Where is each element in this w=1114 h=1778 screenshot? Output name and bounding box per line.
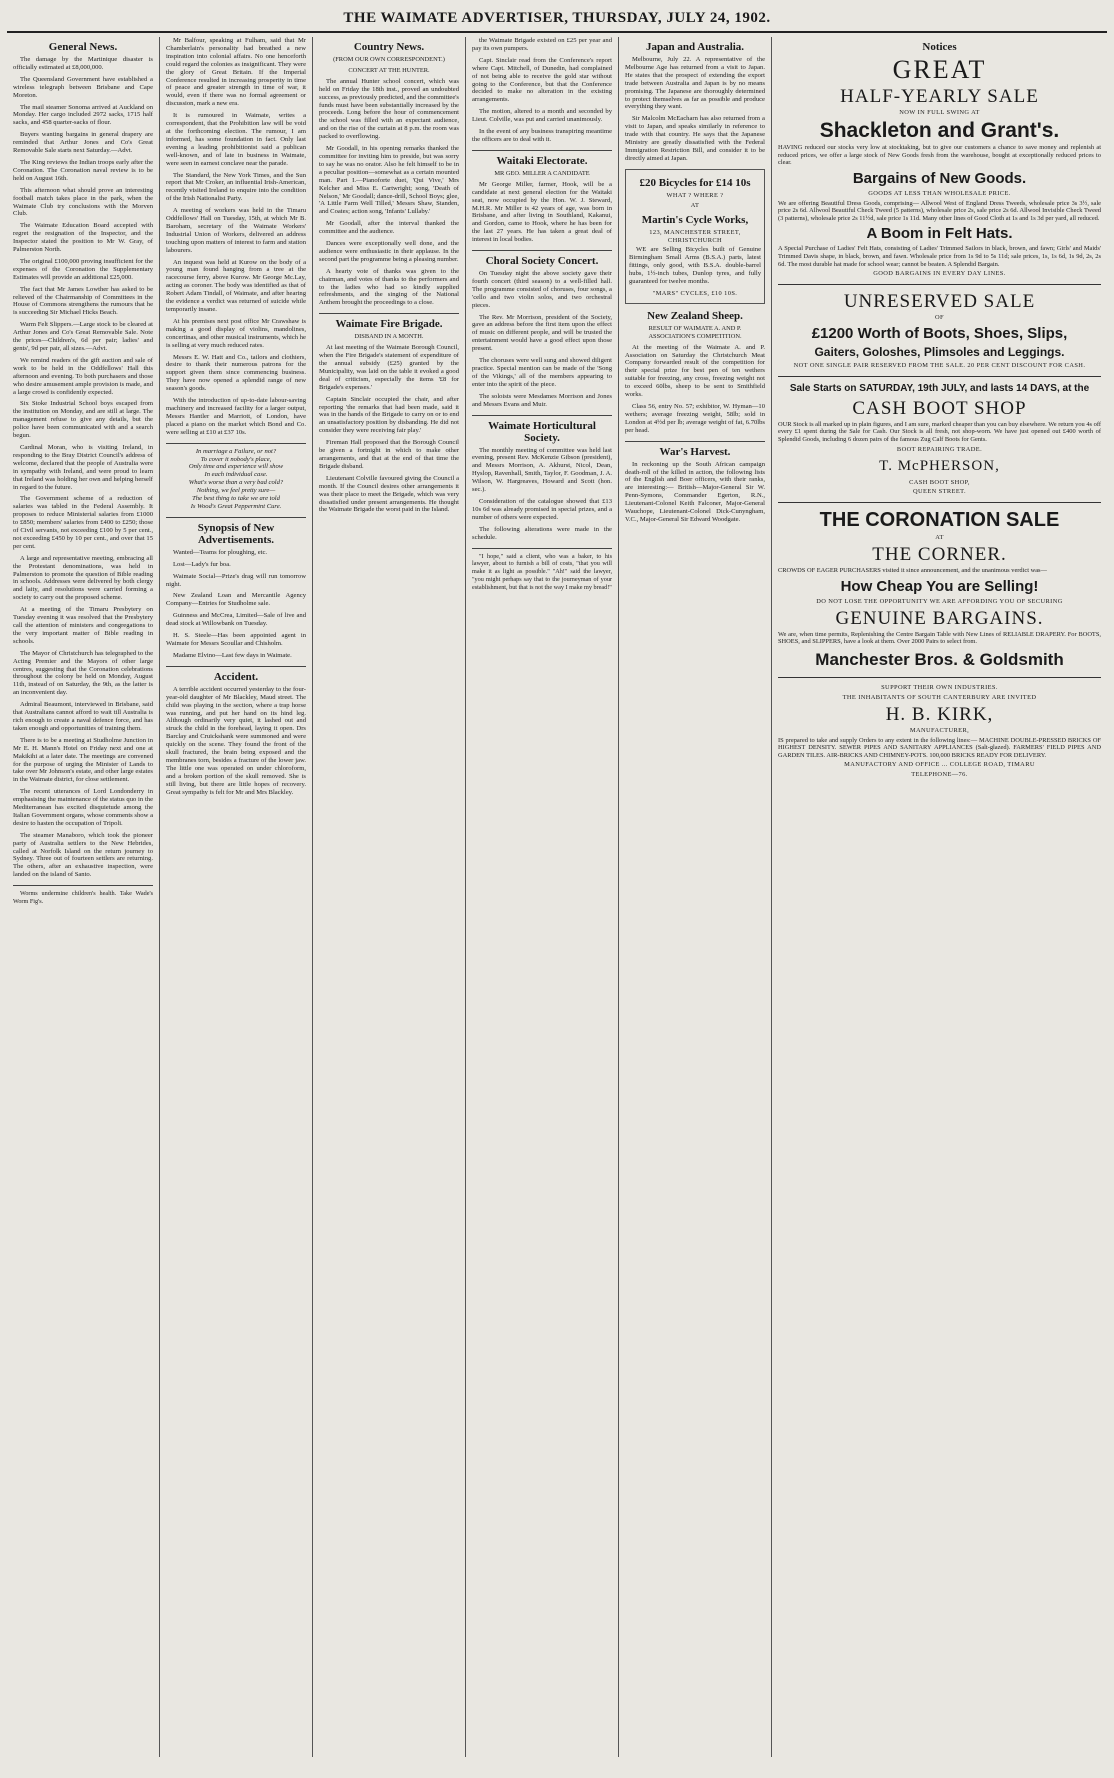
bicycle-advert [625,169,765,304]
news-paragraph: Buyers wanting bargains in general drapery are reminded that Arthur Jones and Co's Great Removable Sale starts next Saturday.—Advt. [13,131,153,155]
nz-sheep-heading: New Zealand Sheep. [647,309,743,322]
horticultural-body [472,447,612,542]
news-paragraph: Class 56, entry No. 57; exhibitor, W. Hyman—10 wethers; average freezing weight, 58lb; sold in London at 4½d per lb; average weight of fat, 6.70lbs per head. [625,403,765,434]
cash-boot-shop-label: CASH BOOT SHOP, [909,478,970,486]
now-in-swing: NOW IN FULL SWING AT [899,109,980,116]
accident-heading: Accident. [213,670,259,683]
news-paragraph: The King reviews the Indian troops early after the Coronation. The Coronation naval review is to be held on August 16th. [13,158,153,182]
accident-body: A terrible accident occurred yesterday to the four-year-old daughter of Mr Blackley, Maud street. The child was playing in the section, where a trap horse was running, and put her hand on its hind leg. Although ordinarily very quiet, it lashed out and struck the child in the forehead, laying it open. Drs Barclay and Cruickshank were summoned and were quickly on the scene. They found the front of the skull fractured, the brain being exposed and the membranes torn, besides a fracture of the lower jaw. The little one was operated on under chloroform, and a broken portion of the skull removed. She is still living, but there are little hopes of recovery. Great sympathy is felt for Mr and Mrs Blackley. [166,685,306,796]
cash-boot-body: OUR Stock is all marked up in plain figures, and I am sure, marked cheaper than you can buy elsewhere. We return you 4s off every £1 spent during the Sale for Cash. Our Stock is all fresh, not shop-worn. We have just opened out £400 worth of Splendid Goods, including 6 dozen pairs of the famous Zug Calf Boots for Gents. [778,420,1101,444]
kirk-name: H. B. KIRK, [885,703,994,725]
manufacturer-label: MANUFACTURER, [909,726,970,734]
synopsis-heading: Synopsis of New Advertisements. [197,521,275,546]
country-news-subhead: (FROM OUR OWN CORRESPONDENT.) [333,56,445,63]
queen-street: QUEEN STREET. [912,488,966,496]
choral-heading: Choral Society Concert. [485,255,599,268]
news-paragraph: Admiral Beaumont, interviewed in Brisbane, said that Australians cannot afford to wait till Australia is rich enough to create a naval defence force, and has taken enough and opportunities of training them. [13,701,153,732]
how-cheap: How Cheap You are Selling! [840,577,1039,595]
gaiters-heading: Gaiters, Goloshes, Plimsoles and Leggings. [814,344,1065,359]
war-heading: War's Harvest. [659,445,731,458]
synopsis-item: Lost—Lady's fur boa. [173,560,231,568]
news-paragraph: A meeting of workers was held in the Timaru Oddfellows' Hall on Tuesday, 15th, at which Mr B. Baroham, secretary of the Waimate Workers' Industrial Union of Workers, delivered an address touching upon matters of interest to farm and station labourers. [166,207,306,254]
news-paragraph: Capt. Sinclair read from the Conference's report where Capt. Mitchell, of Dunedin, had complained of not being able to receive the gold star without going to the Conference, but that the Conference decided to make no alteration in the existing arrangements. [472,56,612,104]
inhabitants-invited: THE INHABITANTS OF SOUTH CANTERBURY ARE INVITED [842,693,1037,701]
divider [166,517,306,518]
shackleton-grant: Shackleton and Grant's. [819,118,1060,142]
divider [778,677,1101,678]
genuine-body: We are, when time permits, Replenishing the Centre Bargain Table with New Lines of RELIABLE DRAPERY. For BOOTS, SHOES, and SLIPPERS, have a look at them. Over 2000 Pairs to select from. [778,630,1101,646]
news-paragraph: the Waimate Brigade existed on £25 per year and pay its own pumpers. [472,37,612,52]
general-news-heading: General News. [48,41,118,53]
news-paragraph: An inquest was held at Kurow on the body of a young man found hanging from a tree at the racecourse ferry, above Kurow. Mr George Mc.Lay, acting as coroner. The body was identified as that of Robert Adam Tindall, of Waimate, and after hearing the evidence a verdict was returned of suicide while temporarily insane. [166,258,306,313]
mars-cycles: "MARS" CYCLES, £10 10S. [652,289,738,297]
concert-subhead: CONCERT AT THE HUNTER. [348,66,430,74]
newspaper-page [7,6,1107,1766]
bicycle-body: WE are Selling Bicycles built of Genuine Birmingham Small Arms (B.S.A.) parts, latest fittings, only good, with B.S.A. double-barrel hubs, 1½-inch tubes, Dunlop tyres, and fully guaranteed for twelve months. [629,246,761,286]
synopsis-list [166,549,306,660]
general-news-body [13,56,153,879]
genuine-bargains: GENUINE BARGAINS. [835,607,1044,629]
telephone: TELEPHONE—76. [911,771,968,779]
news-paragraph: The damage by the Martinique disaster is officially estimated at £8,000,000. [13,56,153,71]
masthead: THE WAIMATE ADVERTISER, THURSDAY, JULY 24, 1902. [7,6,1107,33]
bicycle-address: 123, MANCHESTER STREET, CHRISTCHURCH [649,228,741,244]
felt-hats-body: A Special Purchase of Ladies' Felt Hats, consisting of Ladies' Trimmed Sailors in black, brown, and fawn; Girls' and Maids' Trimmed Davis shape, in black, brown, and fawn. Wholesale price from 1s 9d to 5s 11d; sale prices, 1s, 1s 6d, 1s 9d, 2s, 2s 6d. The most durable hat made for school wear; cannot be beaten. A Splendid Bargain. [778,245,1101,268]
notices-heading: Notices [922,41,957,53]
war-body: In reckoning up the South African campaign death-roll of the killed in action, the following lists of the English and Boer officers, with their ranks, are interesting:— British—Major-General Sir W. Penn-Symons, Commander Egerton, R.N., Lieutenant-Colonel Keith Falconer, Major-General Wauchope, Lieutenant-Colonel Dick-Cunyngham, V.C., Major-General Sir Edward Woodgate. [625,460,765,523]
news-paragraph: The monthly meeting of committee was held last evening, present Rev. McKenzie Gibson (president), and Messrs Morrison, A. Akhurst, Nicol, Dean, Hyslop, Ravenhall, Smith, Taylor, F. Goodman, J. A. Wilson, W. Hargreaves, Howard and Scott (hon. sec.). [472,446,612,494]
divider [319,313,459,314]
choral-body [472,270,612,409]
news-paragraph: The annual Hunter school concert, which was held on Friday the 18th inst., proved an undoubted success, as previously predicted, and the committee's funds must have been substantially increased by the proceeds. Long before the hour of commencement the school was filled with an expectant audience, and on the rise of the curtain at 8 p.m. the room was packed to overflowing. [319,77,459,141]
sale-starts: Sale Starts on SATURDAY, 19th JULY, and lasts 14 DAYS, at the [789,382,1090,394]
column-two-body [166,37,306,437]
news-paragraph: The steamer Manaboro, which took the pioneer party of Australia settlers to the New Hebrides, called at Norfolk Island on the return journey to Sydney. Three out of fourteen settlers are returning. The others, after an exhaustive inspection, were landed on the island of Santo. [13,831,153,879]
divider [472,415,612,416]
column-two [160,37,313,1757]
news-paragraph: Messrs E. W. Hatt and Co., tailors and clothiers, desire to thank their numerous patrons for the support given them since commencing business. They have now opened a splendid range of new season's goods. [166,353,306,393]
news-paragraph: The Mayor of Christchurch has telegraphed to the Acting Premier and the Mayors of other large centres, suggesting that the Coronation celebrations throughout the colony be held on Monday, August 11th, instead of on Saturday, the 9th, as the latter is an inconvenient day. [13,649,153,697]
support-industries: SUPPORT THEIR OWN INDUSTRIES. [881,683,998,691]
news-paragraph: On Tuesday night the above society gave their fourth concert (third season) to a well-filled hall. The programme consisted of choruses, four songs, a 'cello and two violin solos, and two orchestral pieces. [472,270,612,309]
news-paragraph: The Rev. Mr Morrison, president of the Society, gave an address before the first item upon the effect of music on different people, and will be trusted the entertainment would have a good effect upon those present. [472,313,612,353]
news-paragraph: The original £100,000 proving insufficient for the expenses of the Coronation the Supplementary Estimates will provide an additional £25,000. [13,257,153,281]
divider [13,885,153,886]
news-paragraph: We remind readers of the gift auction and sale of work to be held in the Oddfellows' Hall this afternoon and evening. To both purchasers and those who desire amusement ample provision is made, and a large crowd is confidently expected. [13,356,153,396]
not-one-pair: NOT ONE SINGLE PAIR RESERVED FROM THE SALE. 20 PER CENT DISCOUNT FOR CASH. [793,361,1086,369]
divider [166,666,306,667]
news-paragraph: The Queensland Government have established a wireless telegraph between Brisbane and Cape Moreton. [13,75,153,99]
poem-line: Nothing, we feel pretty sure— [196,487,276,495]
fire-brigade-heading: Waimate Fire Brigade. [335,318,443,331]
felt-hats-heading: A Boom in Felt Hats. [866,225,1013,243]
advertisements-column [772,37,1107,1757]
news-paragraph: There is to be a meeting at Studholme Junction in Mr E. H. Mann's Hotel on Friday next and one at Makikihi at a later date. The meetings are convened for the purpose of urging the Minister of Lands to take over Mr Johnson's estate, and other large estates in the Waimate district, for close settlement. [13,736,153,784]
news-paragraph: The Government scheme of a reduction of salaries was tabled in the Federal Assembly. It proposes to reduce Ministerial salaries from £1000 to £850; members' salaries from £400 to £250; those of Civil servants, not exceeding £100 by 5 per cent., not exceeding £450 by 10 per cent., and over that 15 per cent. [13,495,153,550]
do-not-lose: DO NOT LOSE THE OPPORTUNITY WE ARE AFFORDING YOU OF SECURING [816,597,1063,605]
half-yearly-sale: HALF-YEARLY SALE [840,86,1039,107]
country-news-heading: Country News. [353,41,425,53]
cash-boot-shop: CASH BOOT SHOP [852,397,1027,419]
synopsis-item: New Zealand Loan and Mercantile Agency Company—Entries for Studholme sale. [166,592,306,608]
bargains-subhead: GOODS AT LESS THAN WHOLESALE PRICE. [868,189,1011,197]
waitaki-subhead: MR GEO. MILLER A CANDIDATE [494,169,590,177]
poem-line: What's worse than a very bad cold? [188,479,284,487]
at-label: AT [935,534,944,542]
bicycle-shop-name: Martin's Cycle Works, [641,213,749,226]
nz-sheep-subhead: RESULT OF WAIMATE A. AND P. ASSOCIATION'S COMPETITION. [648,324,742,340]
divider [625,441,765,442]
news-paragraph: At last meeting of the Waimate Borough Council, when the Fire Brigade's statement of expenditure of the annual subsidy (£25) granted by the Municipality, was laid on the table it evoked a good deal of criticism, especially the items '£8 for Brigade's expenses.' [319,344,459,391]
news-paragraph: Six Stoke Industrial School boys escaped from the institution on Monday, and are still at large. The management refuse to give any details, but the police have been communicated with and a search begun. [13,400,153,440]
news-paragraph: Cardinal Moran, who is visiting Ireland, in responding to the Bray District Council's address of welcome, declared that the people of Australia were in sympathy with Ireland, and were proud to learn that Ireland was holding her own and helping herself in regard to the future. [13,443,153,491]
boots-heading: £1200 Worth of Boots, Shoes, Slips, [811,324,1068,342]
good-bargains: GOOD BARGAINS IN EVERY DAY LINES. [873,270,1006,278]
synopsis-item: Madame Elvino—Last few days in Waimate. [173,651,292,659]
japan-heading: Japan and Australia. [645,41,745,53]
news-paragraph: Warm Felt Slippers.—Large stock to be cleared at Arthur Jones and Co's Great Removable Sale. Note the prices—Children's, 6d per pair; ladies' and gents', 9d per pair, all sizes.—Advt. [13,321,153,352]
the-corner: THE CORNER. [872,544,1007,566]
news-paragraph: Mr Goodall, in his opening remarks thanked the committee for inviting him to preside, but was sorry to say he was no orator. Also he felt himself to be in a peculiar position—somewhat as a certain mounted man. Part I.—Pianoforte duet, 'Qui Vive,' Mrs Kelcher and Miss E. Cartwright; song, 'Death of Nelson,' Mr Goodall; dance-drill, School Boys; glee, 'A Little Farm Well Tilled,' Messrs Shaw, Standen, and Coates; action song, 'Infants' Lullaby.' [319,145,459,216]
boot-repairing: BOOT REPAIRING TRADE. [896,445,983,453]
synopsis-item: Waimate Social—Prize's drag will run tomorrow night. [166,572,306,588]
kirk-body: IS prepared to take and supply Orders to any extent in the following lines:— MACHINE DOUBLE-PRESSED BRICKS OF HIGHEST DENSITY. SEWER PIPES AND SANITARY APPLIANCES (Salt-glazed). FARMERS' FIELD PIPES AND GARDEN TILES. AIR-BRICKS AND CHIMNEY-POTS. 100,000 BRICKS READY FOR DELIVERY. [778,736,1101,759]
manchester-goldsmith: Manchester Bros. & Goldsmith [815,649,1064,669]
fire-brigade-continued [472,37,612,144]
divider [472,548,612,549]
waitaki-heading: Waitaki Electorate. [496,154,588,167]
news-paragraph: Captain Sinclair occupied the chair, and after reporting 'the remarks that had been made, said it was in the hands of the Brigade to carry on or to end an unsatisfactory position by disbanding. He did not consider they were receiving fair play.' [319,395,459,435]
column-country-news [313,37,466,1757]
news-paragraph: It is rumoured in Waimate, writes a correspondent, that the Prohibition law will be void at the forthcoming election. The rumour, I am informed, has some foundation in fact. Only last evening a leading prohibitionist said a publican well-known, and of late in business in Waimate, were seen in earnest conclave near the parade. [166,112,306,167]
news-paragraph: Fireman Hall proposed that the Borough Council be given a fortnight in which to make other arrangements, and that at the end of that time the Brigade disband. [319,439,459,470]
coronation-sale: THE CORONATION SALE [819,509,1060,532]
news-paragraph: Sir Malcolm McEacharn has also returned from a visit to Japan, and speaks similarly in reference to trade with that country. He says that the Japanese Ministry are greatly dissatisfied with the Federal Immigration Restriction Bill, and consider it to be directly aimed at Japan. [625,115,765,162]
divider [472,150,612,151]
poem-line: Only time and experience will show [188,463,284,471]
news-paragraph: At the meeting of the Waimate A. and P. Association on Saturday the Christchurch Meat Company forwarded result of the competition for their special prize for best pen of ten wethers suitable for freezing, any cross, freezing weight not to exceed 60lbs, sheep to be sent to Smithfield works. [625,343,765,399]
news-paragraph: In the event of any business transpiring meantime the officers are to deal with it. [472,128,612,143]
nz-sheep-body [625,344,765,435]
poem-line: Is Wood's Great Peppermint Cure. [190,502,282,510]
bicycle-question: WHAT ? WHERE ? [666,191,724,199]
synopsis-item: H. S. Steele—Has been appointed agent in Waimate for Messrs Scoullar and Chisholm. [166,632,306,647]
worm-fig-notice: Worms undermine children's health. Take Wade's Worm Fig's. [13,890,153,906]
divider [778,284,1101,285]
bicycle-heading: £20 Bicycles for £14 10s [639,176,751,189]
poem-line: To cover it nobody's place, [200,455,272,463]
news-paragraph: This afternoon what should prove an interesting football match takes place in the park, when the Waimate Club try conclusions with the Morven Club. [13,186,153,218]
bargains-heading: Bargains of New Goods. [852,169,1027,187]
unreserved-sale: UNRESERVED SALE [843,291,1036,313]
news-paragraph: Mr Goodall, after the interval thanked the committee and the audience. [319,220,459,236]
divider [778,502,1101,503]
news-paragraph: Lieutenant Colville favoured giving the Council a month. If the Council desires other arrangements it was their place to meet the Brigade, which was very dissatisfied under present arrangements. He thought the Waimate Brigade the worst paid in the Island. [319,474,459,514]
news-paragraph: The Standard, the New York Times, and the Sun report that Mr Croker, an influential Irish-American, recently visited Ireland to enquire into the condition of the Irish Nationalist Party. [166,171,306,203]
mcpherson-name: T. McPHERSON, [879,457,1000,474]
news-paragraph: Dances were exceptionally well done, and the audience were enthusiastic in their applause. In the second part the programme being a pleasing number. [319,240,459,263]
japan-body [625,56,765,163]
news-paragraph: A large and representative meeting, embracing all the Protestant denominations, was held in Palmerston to promote the question of Bible reading in schools. Addresses were delivered by both clergy and laity, and resolutions were carried forming a society to carry out the proposed scheme. [13,554,153,602]
news-paragraph: The mail steamer Sonoma arrived at Auckland on Monday. Her cargo included 2972 sacks, 1715 half sacks, and 458 quarter-sacks of flour. [13,103,153,127]
manufactory-office: MANUFACTORY AND OFFICE ... COLLEGE ROAD, TIMARU [844,761,1035,769]
column-five [619,37,772,1757]
divider [472,250,612,251]
column-general-news [7,37,160,1757]
column-four [466,37,619,1757]
news-paragraph: Melbourne, July 22. A representative of the Melbourne Age has returned from a visit to Japan. He states that the prospect of extending the export trade between Australia and Japan is by no means promising. The Japanese are thoroughly determined to protect themselves as far as possible and produce everything they want. [625,56,765,111]
news-paragraph: Mr Balfour, speaking at Fulham, said that Mr Chamberlain's personality had breathed a new inspiration into colonial affairs. No one henceforth could regard the colonies as insignificant. They were the glory of Great Britain. If the Imperial Conference resulted in increasing prosperity in time of peace and greater strength in time of war, it would, even if there was no formal agreement or discussion, mark a new era. [166,37,306,108]
news-paragraph: A hearty vote of thanks was given to the chairman, and votes of thanks to the performers and to the ladies who had so kindly supplied refreshments, and the singing of the National Anthem brought the proceedings to a close. [319,267,459,307]
news-paragraph: The fact that Mr James Lowther has asked to be relieved of the Chairmanship of Committees in the House of Commons strengthens the rumours that he is succeeding Sir Michael Hicks Beach. [13,285,153,317]
news-paragraph: At his premises next post office Mr Crawshaw is making a good display of violins, mandolines, concertinas, and other musical instruments, which he is selling at very much reduced rates. [166,317,306,349]
fire-brigade-body [319,344,459,514]
divider [166,443,306,444]
poem-line: In each individual case. [204,471,268,479]
news-paragraph: Consideration of the catalogue showed that £13 10s 6d was already promised in special prizes, and a number of others were expected. [472,497,612,521]
poem-line: In marriage a Failure, or not? [195,447,277,455]
crowds-text: CROWDS OF EAGER PURCHASERS visited it since announcement, and the unanimous verdict was— [778,567,1047,575]
synopsis-item: Wanted—Teams for ploughing, etc. [173,548,268,556]
news-paragraph: The soloists were Mesdames Morrison and Jones and Messrs Evans and Muir. [472,392,612,408]
news-paragraph: The recent utterances of Lord Londonderry in emphasising the maintenance of the status quo in the Mediterranean has excited disquietude among the Italian Government organs, whose comments show a desire to hasten the occupation of Tripoli. [13,788,153,827]
poem-line: The best thing to take we are told [192,495,280,503]
lawyer-anecdote: "I hope," said a client, who was a baker, to his lawyer, about to furnish a bill of costs, "that you will make it as light as possible." "Ah!" said the lawyer, "you might perhaps say that to the journeyman of your establishment, but that is not the way I make my bread!" [472,552,612,592]
of-label: OF [935,314,944,322]
waitaki-body: Mr George Miller, farmer, Hook, will be a candidate at next general election for the Waitaki seat, now occupied by the Hon. W. J. Steward, M.H.R. Mr Miller is 42 years of age, was born in Brisbane, and after living in Southland, Kakanui, and Gordon, came to Hook, where he has been for the last 27 years. He has taken a great deal of interest in local bodies. [472,180,612,244]
synopsis-item: Guinness and McCrea, Limited—Sale of live and dead stock at Willowbank on Tuesday. [166,612,306,628]
news-paragraph: The following alterations were made in the schedule. [472,525,612,541]
news-paragraph: At a meeting of the Timaru Presbytery on Tuesday evening it was resolved that the Presbytery call the attention of ministers and congregations to the very important matter of Bible reading in schools. [13,606,153,645]
news-paragraph: The choruses were well sung and showed diligent practice. Special mention can be made of the 'Song of the Vikings,' all of the members appearing to enter into the spirit of the piece. [472,357,612,388]
columns [7,37,1107,1757]
news-paragraph: The Waimate Education Board accepted with regret the resignation of the Inspector, and the Inspector stated the position to Mr W. Gray, of Palmerston North. [13,222,153,254]
fire-brigade-subhead: DISBAND IN A MONTH. [354,333,424,341]
bicycle-at: AT [690,201,700,209]
country-news-body [319,78,459,307]
horticultural-heading: Waimate Horticultural Society. [488,419,596,444]
news-paragraph: The motion, altered to a month and seconded by Lieut. Colville, was put and carried unanimously. [472,108,612,124]
news-paragraph: With the introduction of up-to-date labour-saving machinery and increased facility for a larger output, Messrs Hantler and Marriott, of London, have placed a piano on the market which Bond and Co. were selling at £10 at £37 10s. [166,397,306,436]
divider [778,376,1101,377]
great-sale-title: GREAT [892,55,987,84]
peppermint-poem [166,448,306,511]
bargains-body: We are offering Beautiful Dress Goods, comprising— Allwool West of England Dress Tweeds, wholesale price 3s 3½, sale price 2s 6d. Allwool Beautiful Check Tweed (5 patterns), wholesale price 2s, sale price 2s 6d. Allwool Invisible Check Tweed (3 patterns), wholesale price 2s 11½d, sale price 1s 11d. Many other lines of Good Cloth at 1s and 1s 3d per yard, all reduced. [778,199,1101,222]
shackleton-body: HAVING reduced our stocks very low at stocktaking, but to give our customers a chance to save money and replenish at reduced prices, we offer a large stock of New Goods fresh from the warehouse, bought at exceptionally reduced prices to clear. [778,143,1101,167]
